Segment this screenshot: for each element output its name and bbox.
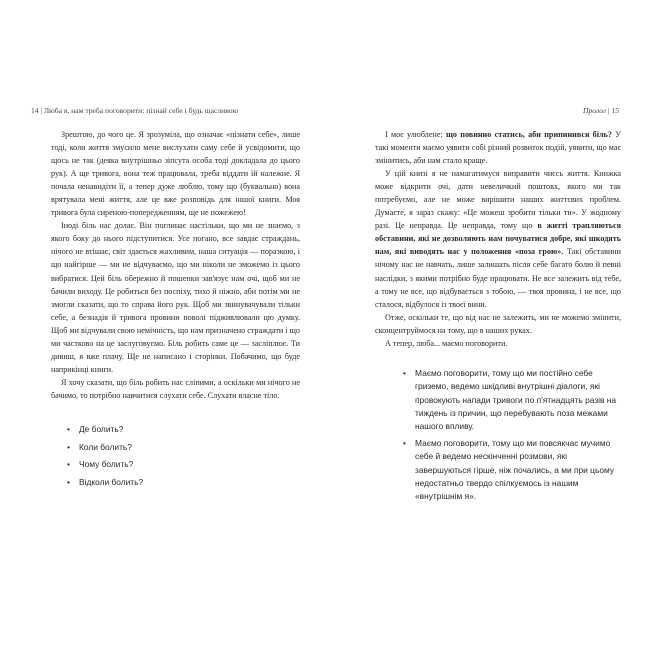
list-item: • Маємо поговорити, тому що ми постійно себе гриземо, ведемо шкідливі внутрішні діалоги, які провокують напади тривоги по п'ятнадцять разів на тиждень із причин, що перебувають поза межами нашого впливу. xyxy=(403,367,621,434)
paragraph: Іноді біль нас долає. Він поглинає настільки, що ми не знаємо, з якого боку до нього підступитися. Усе погано, все завдає страждань, нічого не втішає, світ здається жахливим, наша ситуація — поразкою, і що найгірше — ми не відчуваємо, що ми ніколи не зможемо із цього вибратися. Цей біль обережно й пошепки зав'язує нам очі, щоб ми не бачили виходу. Це робиться без поспіху, тихо й ніжно, аби потім ми не змогли сказати, що то справа його рук. Щоб ми звинувачували тільки себе, а безнадія й тривога провини поволі підживлювали цю думку. Щоб ми відчували свою немічність, що нам призначено страждати і що ми частково на це заслуговуємо. Біль робить саме це — засліплює. Ти дивиш, я вже плачу. Ще не написано і сторінки. Побачимо, що буде наприкінці книги. xyxy=(51,221,300,374)
reasons-list xyxy=(375,367,621,504)
right-page-body xyxy=(375,128,621,507)
questions-list xyxy=(51,421,300,491)
paragraph xyxy=(375,167,621,311)
list-item: • Відколи болить? xyxy=(71,474,300,492)
right-running-header xyxy=(583,106,619,115)
paragraph xyxy=(375,128,621,167)
paragraph: Отже, оскільки те, що від нас не залежить, ми не можемо змінити, сконцентруймося на тому, що в наших руках. xyxy=(375,312,621,335)
list-item: • Маємо поговорити, тому що ми повсякчас мучимо себе й ведемо нескінченні розмови, які завершуються гірше, ніж почались, а ми при цьому недостатньо твердо спілкуємось із нашим «внутрішнім я». xyxy=(403,437,621,504)
bold-question: що повинно статись, аби припинився біль? xyxy=(446,130,612,139)
left-page-body xyxy=(51,128,300,491)
left-running-header xyxy=(31,106,238,115)
list-item: • Коли болить? xyxy=(71,439,300,457)
bold-statement: в житті трапляються обставини, які не дозволяють нам почуватися добре, які шкодять нам, які виводять нас у положення «поза грою». xyxy=(375,221,621,257)
list-item: • Чому болить? xyxy=(71,456,300,474)
left-page-number: 14 xyxy=(31,106,39,115)
text-run: Такі обставини нічому нас не навчать, лише залишать після себе багато болю й певні наслідки, з якими потрібно буде працювати. Не все залежить від тебе, а тому не все, що відбувається з тобою, — твоя провина, і не все, що сталося, відбулося із твоєї вини. xyxy=(375,247,621,309)
right-page-number: 15 xyxy=(611,106,619,115)
right-page xyxy=(325,0,650,650)
section-title: Пролог xyxy=(583,106,607,115)
text-run: У цій книзі я не намагатимуся виправити чиєсь життя. Книжка може відкрити очі, дати невеличкий поштовх, якого ми так потребуємо, але не може вирішити наших життєвих проблем. Думаєте, я зараз скажу: «Це можеш зробити тільки ти». У жодному разі. Це неправда. Це неправда, тому що xyxy=(375,169,621,231)
running-title: Люба я, нам треба поговорити: пізнай себе і будь щасливою xyxy=(43,106,239,115)
text-run: У такі моменти маємо уявити собі різний розвиток подій, уявити, що має змінитись, аби нам стало краще. xyxy=(375,130,621,166)
paragraph: Я хочу сказати, що біль робить нас сліпими, а оскільки ми нічого не бачимо, то потрібно навчитися слухати себе. Слухати власне тіло. xyxy=(51,377,300,400)
list-item: • Де болить? xyxy=(71,421,300,439)
paragraph: А тепер, люба... маємо поговорити. xyxy=(385,338,508,348)
text-run: І моє улюблене: xyxy=(385,130,447,139)
paragraph: Зрештою, до чого це. Я зрозуміла, що означає «пізнати себе», лише тоді, коли життя змусило мене вислухати саму себе й усвідомити, що щось не так (деяка внутрішньо зіпсута особа тоді докладала до цього рук). А ще тривога, вона теж працювала, треба віддати їй належне. Я почала ненавидіти її, а тепер дуже люблю, тому що (буквально) вона врятувала мені життя, але це вже розповідь для іншої книги. Моя тривога була сиреною-попередженням, ще не пожежею! xyxy=(51,130,300,218)
header-separator: | xyxy=(40,106,43,115)
header-separator: | xyxy=(607,106,610,115)
